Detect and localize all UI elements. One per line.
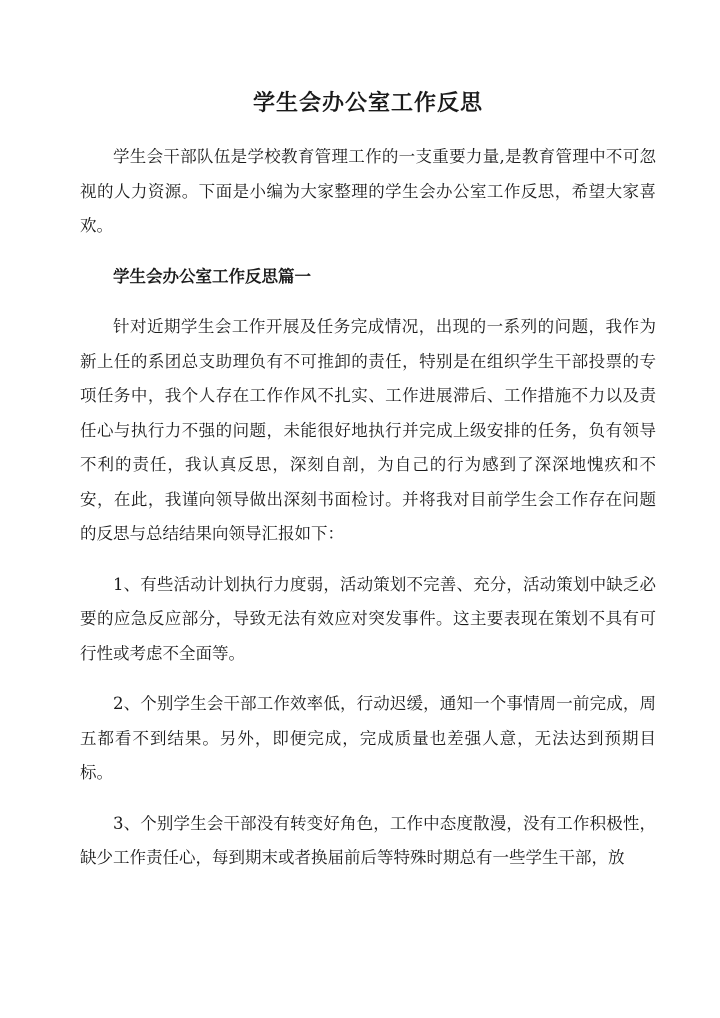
document-title: 学生会办公室工作反思 [252,90,483,116]
body-paragraph-3: 2、个别学生会干部工作效率低，行动迟缓，通知一个事情周一前完成，周五都看不到结果。另外，即便完成，完成质量也差强人意，无法达到预期目标。 [80,694,656,782]
body-paragraph-2: 1、有些活动计划执行力度弱，活动策划不完善、充分，活动策划中缺乏必要的应急反应部分，导致无法有效应对突发事件。这主要表现在策划不具有可行性或考虑不全面等。 [80,574,656,663]
body-paragraph-4: 3、个别学生会干部没有转变好角色，工作中态度散漫，没有工作积极性，缺少工作责任心，每到期末或者换届前后等特殊时期总有一些学生干部，放 [80,813,656,867]
body-paragraph-1: 针对近期学生会工作开展及任务完成情况，出现的一系列的问题，我作为新上任的系团总支助理负有不可推卸的责任，特别是在组织学生干部投票的专项任务中，我个人存在工作作风不扎实、工作进展滞后、工作措施不力以及责任心与执行力不强的问题，未能很好地执行并完成上级安排的任务，负有领导不利的责任，我认真反思，深刻自剖，为自己的行为感到了深深地愧疚和不安，在此，我谨向领导做出深刻书面检讨。并将我对目前学生会工作存在问题的反思与总结结果向领导汇报如下： [80,317,656,543]
intro-paragraph: 学生会干部队伍是学校教育管理工作的一支重要力量,是教育管理中不可忽视的人力资源。下面是小编为大家整理的学生会办公室工作反思，希望大家喜欢。 [80,147,656,235]
section-heading: 学生会办公室工作反思篇一 [113,266,311,286]
